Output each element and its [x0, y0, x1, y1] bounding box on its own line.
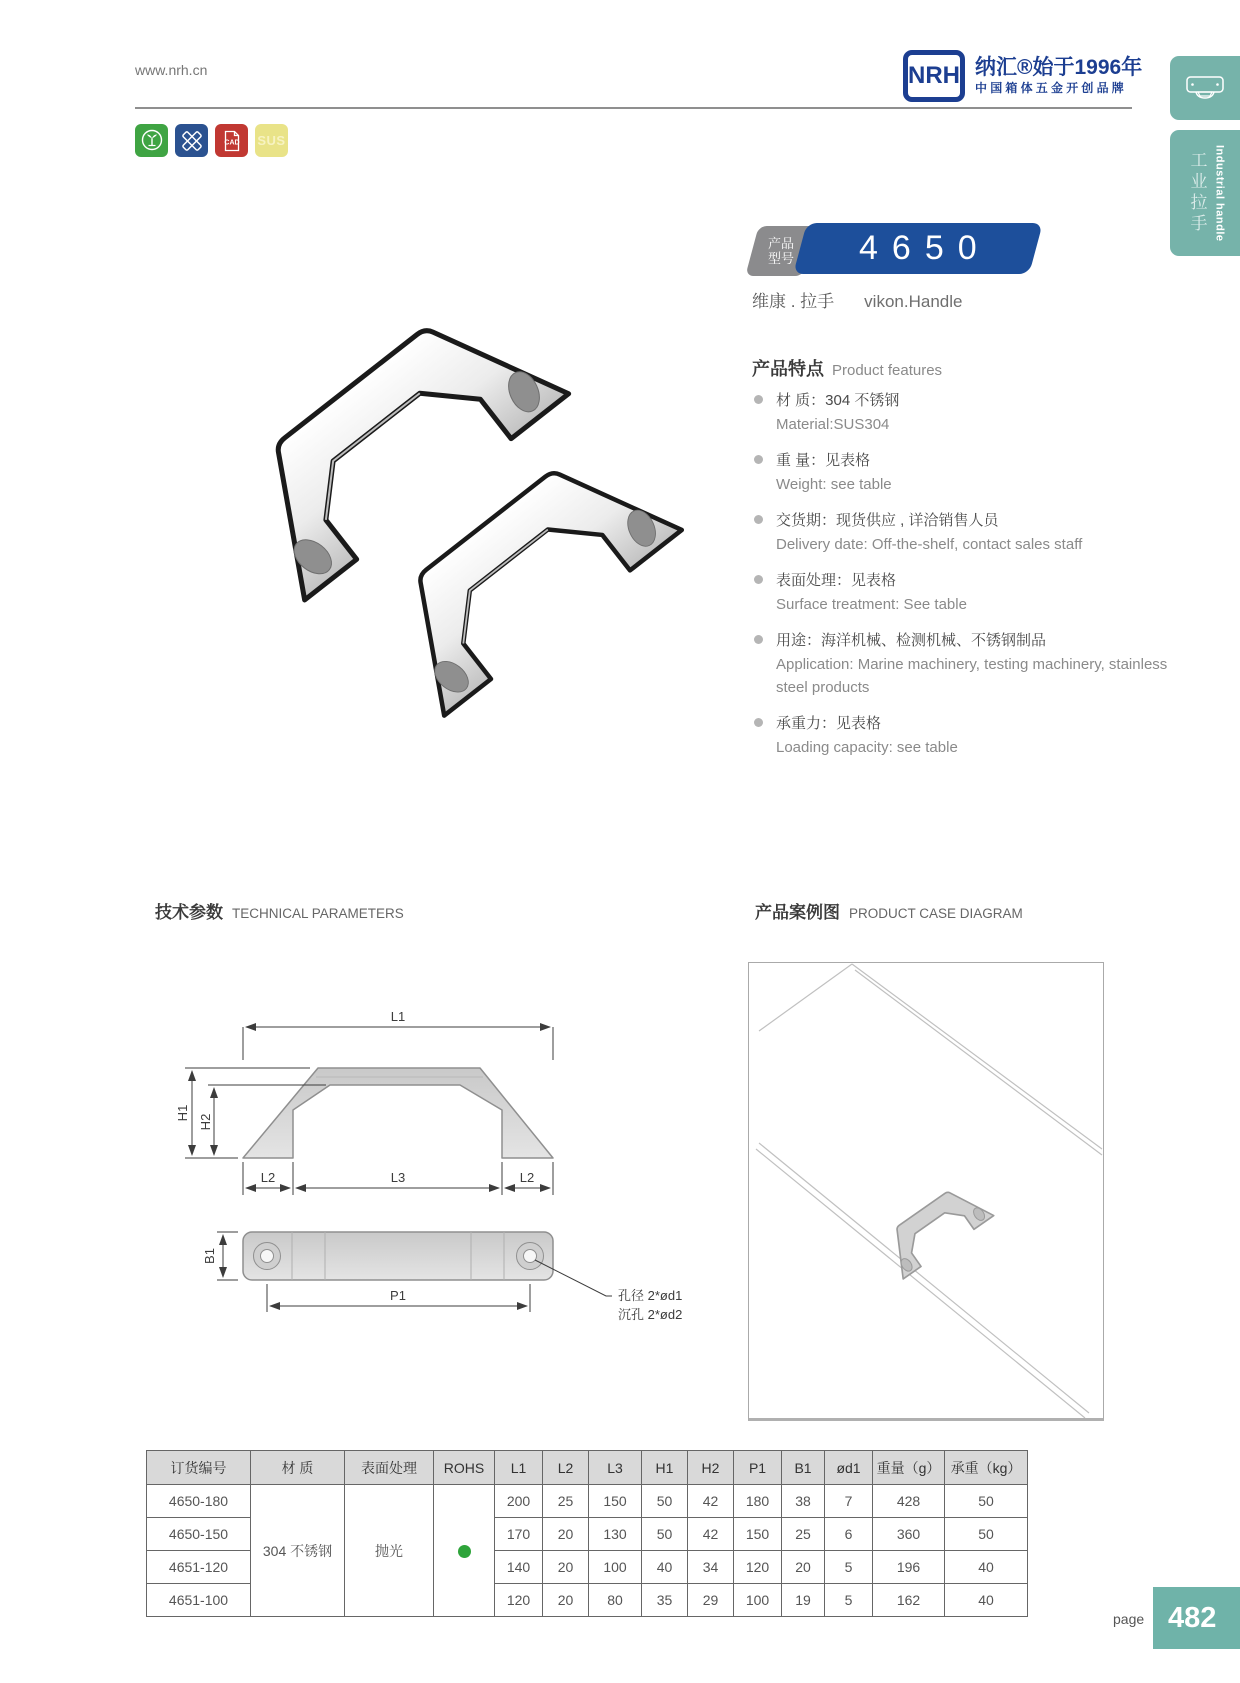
website-url: www.nrh.cn	[135, 62, 208, 78]
feature-zh: 材 质：304 不锈钢	[776, 392, 900, 409]
cell-l1: 140	[495, 1551, 543, 1584]
feature-zh: 表面处理：见表格	[776, 572, 897, 589]
category-label-en: Industrial handle	[1213, 144, 1226, 242]
feature-zh: 用途：海洋机械、检测机械、不锈钢制品	[776, 632, 1047, 649]
cell-weight: 196	[873, 1551, 945, 1584]
section-technical-parameters	[155, 898, 404, 923]
case-heading-en: PRODUCT CASE DIAGRAM	[849, 906, 1023, 921]
technical-drawing	[150, 950, 690, 1370]
col-surface: 表面处理	[345, 1451, 434, 1485]
feature-item-surface	[752, 568, 1180, 616]
feature-en: Application: Marine machinery, testing machinery, stainless steel products	[776, 656, 1168, 696]
cell-h1: 50	[642, 1485, 688, 1518]
cell-h1: 35	[642, 1584, 688, 1617]
cell-code: 4650-150	[147, 1518, 251, 1551]
brand-logo	[903, 50, 1142, 102]
col-b1: B1	[782, 1451, 825, 1485]
product-name	[752, 287, 962, 312]
spec-table	[146, 1450, 1028, 1617]
dim-label-l1: L1	[390, 1009, 406, 1024]
feature-en: Surface treatment: See table	[776, 596, 967, 613]
case-handle	[877, 1178, 994, 1279]
table-row	[147, 1485, 1028, 1518]
brand-tagline	[975, 56, 1142, 96]
feature-en: Weight: see table	[776, 476, 892, 493]
sidebar-tab-industrial-handle[interactable]	[1170, 130, 1240, 256]
eco-badge	[135, 124, 168, 157]
cell-d1: 6	[825, 1518, 873, 1551]
feature-zh: 重 量：见表格	[776, 452, 871, 469]
cad-badge	[215, 124, 248, 157]
cell-b1: 20	[782, 1551, 825, 1584]
cell-code: 4650-180	[147, 1485, 251, 1518]
cell-p1: 120	[734, 1551, 782, 1584]
bullet-icon	[754, 515, 763, 524]
sus-badge	[255, 124, 288, 157]
cell-l1: 200	[495, 1485, 543, 1518]
cell-weight: 162	[873, 1584, 945, 1617]
tech-heading-en: TECHNICAL PARAMETERS	[232, 906, 404, 921]
product-name-zh: 维康 . 拉手	[752, 292, 835, 311]
case-heading-zh: 产品案例图	[755, 903, 840, 922]
col-load: 承重（kg）	[945, 1451, 1028, 1485]
model-number: 4650	[859, 229, 991, 267]
tools-badge	[175, 124, 208, 157]
col-h2: H2	[688, 1451, 734, 1485]
col-weight: 重量（g）	[873, 1451, 945, 1485]
cell-h2: 34	[688, 1551, 734, 1584]
hole-note-2: 沉孔 2*ød2	[618, 1307, 683, 1322]
feature-item-loading	[752, 711, 1180, 759]
hole-note-1: 孔径 2*ød1	[618, 1288, 683, 1303]
pencil-ruler-icon	[179, 128, 205, 154]
cell-d1: 5	[825, 1584, 873, 1617]
bullet-icon	[754, 395, 763, 404]
handle-bottom-view	[243, 1232, 553, 1280]
dimension-lines-front	[185, 1027, 553, 1195]
dim-label-p1: P1	[390, 1288, 406, 1303]
table-header-row	[147, 1451, 1028, 1485]
tech-heading-zh: 技术参数	[155, 903, 223, 922]
feature-en: Delivery date: Off-the-shelf, contact sales staff	[776, 536, 1083, 553]
cell-load: 50	[945, 1518, 1028, 1551]
dim-label-h2: H2	[198, 1113, 213, 1131]
cell-weight: 360	[873, 1518, 945, 1551]
sidebar-tab-handle[interactable]	[1170, 56, 1240, 120]
cad-file-icon	[219, 128, 245, 154]
product-photo	[150, 235, 690, 755]
page-number-box	[1153, 1587, 1240, 1649]
cell-h1: 40	[642, 1551, 688, 1584]
handle-front-view	[243, 1068, 553, 1158]
col-l2: L2	[543, 1451, 589, 1485]
cell-b1: 25	[782, 1518, 825, 1551]
features-title	[752, 355, 942, 381]
bullet-icon	[754, 575, 763, 584]
cell-b1: 19	[782, 1584, 825, 1617]
cell-load: 50	[945, 1485, 1028, 1518]
category-label-zh: 工业拉手	[1187, 151, 1207, 235]
sus-label: SUS	[257, 133, 286, 148]
cell-p1: 100	[734, 1584, 782, 1617]
cell-l3: 130	[589, 1518, 642, 1551]
cell-code: 4651-120	[147, 1551, 251, 1584]
dim-label-l2-right: L2	[519, 1170, 535, 1185]
model-label-line2: 型号	[767, 251, 794, 266]
bullet-icon	[754, 635, 763, 644]
header-divider	[135, 107, 1132, 109]
cell-p1: 180	[734, 1485, 782, 1518]
cell-rohs	[434, 1485, 495, 1617]
feature-item-application	[752, 628, 1180, 699]
feature-en: Material:SUS304	[776, 416, 890, 433]
features-list	[752, 388, 1180, 771]
cell-load: 40	[945, 1551, 1028, 1584]
cad-label: CAD	[223, 139, 240, 146]
dim-label-h1: H1	[175, 1104, 190, 1122]
cell-b1: 38	[782, 1485, 825, 1518]
section-product-case	[755, 898, 1023, 923]
feature-zh: 承重力：见表格	[776, 715, 882, 732]
dim-label-l3: L3	[390, 1170, 406, 1185]
case-drawing	[749, 963, 1103, 1418]
col-d1: ød1	[825, 1451, 873, 1485]
cell-l2: 25	[543, 1485, 589, 1518]
features-title-zh: 产品特点	[752, 359, 824, 379]
certification-badges	[135, 124, 288, 157]
feature-item-material	[752, 388, 1180, 436]
col-rohs: ROHS	[434, 1451, 495, 1485]
product-name-en: vikon.Handle	[864, 292, 963, 311]
brand-tagline-line1: 纳汇®始于1996年	[975, 56, 1143, 79]
feature-zh: 交货期：现货供应 , 详洽销售人员	[776, 512, 999, 529]
feature-en: Loading capacity: see table	[776, 739, 958, 756]
cell-l1: 120	[495, 1584, 543, 1617]
cell-material: 304 不锈钢	[251, 1485, 345, 1617]
cell-code: 4651-100	[147, 1584, 251, 1617]
product-case-diagram	[748, 962, 1104, 1421]
bullet-icon	[754, 718, 763, 727]
col-material: 材 质	[251, 1451, 345, 1485]
features-title-en: Product features	[832, 362, 943, 379]
col-order-code: 订货编号	[147, 1451, 251, 1485]
cell-l3: 150	[589, 1485, 642, 1518]
cell-l2: 20	[543, 1518, 589, 1551]
feature-item-weight	[752, 448, 1180, 496]
col-l1: L1	[495, 1451, 543, 1485]
cell-surface: 抛光	[345, 1485, 434, 1617]
page-number: 482	[1168, 1601, 1217, 1634]
cell-h2: 42	[688, 1485, 734, 1518]
cell-d1: 7	[825, 1485, 873, 1518]
chest-handle-icon	[1184, 73, 1226, 103]
cell-l1: 170	[495, 1518, 543, 1551]
col-l3: L3	[589, 1451, 642, 1485]
bullet-icon	[754, 455, 763, 464]
model-label-line1: 产品	[767, 236, 794, 251]
cell-d1: 5	[825, 1551, 873, 1584]
cell-l3: 80	[589, 1584, 642, 1617]
nrh-logo-mark: NRH	[903, 50, 965, 102]
col-h1: H1	[642, 1451, 688, 1485]
rohs-pass-dot	[458, 1545, 471, 1558]
cell-h1: 50	[642, 1518, 688, 1551]
cell-l3: 100	[589, 1551, 642, 1584]
cell-p1: 150	[734, 1518, 782, 1551]
col-p1: P1	[734, 1451, 782, 1485]
cell-load: 40	[945, 1584, 1028, 1617]
cell-h2: 42	[688, 1518, 734, 1551]
brand-tagline-line2: 中国箱体五金开创品牌	[975, 81, 1128, 95]
plant-icon	[139, 128, 165, 154]
cell-l2: 20	[543, 1584, 589, 1617]
page-label: page	[1113, 1611, 1145, 1627]
dim-label-b1: B1	[202, 1248, 217, 1264]
feature-item-delivery	[752, 508, 1180, 556]
cell-h2: 29	[688, 1584, 734, 1617]
cell-l2: 20	[543, 1551, 589, 1584]
model-number-banner	[793, 223, 1043, 274]
cell-weight: 428	[873, 1485, 945, 1518]
dim-label-l2-left: L2	[260, 1170, 276, 1185]
handle-photo-small	[367, 431, 682, 716]
